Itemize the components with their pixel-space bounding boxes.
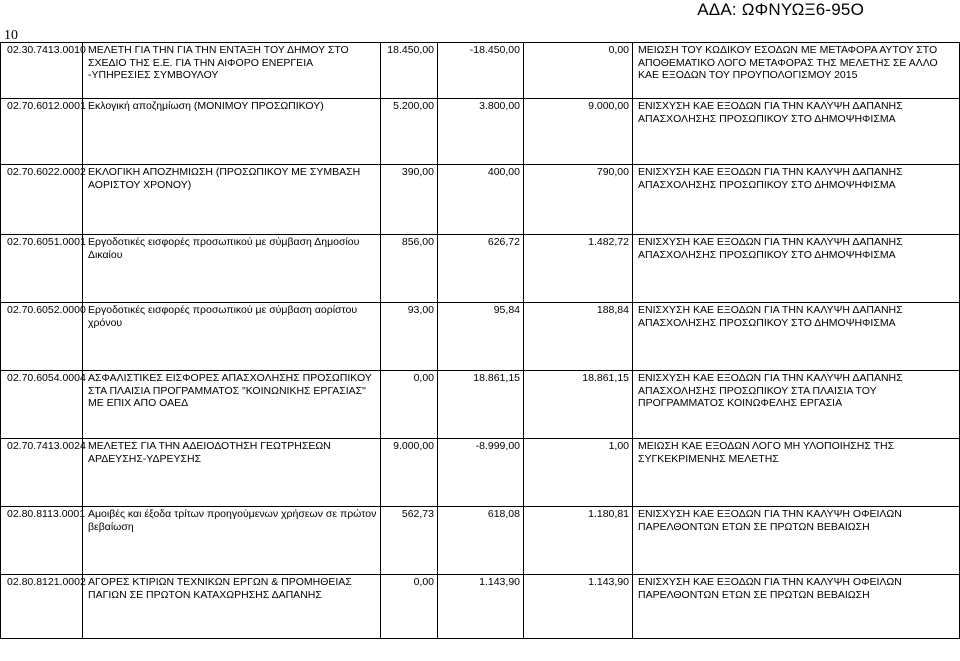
account-description: ΑΓΟΡΕΣ ΚΤΙΡΙΩΝ ΤΕΧΝΙΚΩΝ ΕΡΓΩΝ & ΠΡΟΜΗΘΕΙΑΣ ΠΑΓΙΩΝ ΣΕ ΠΡΩΤΟΝ ΚΑΤΑΧΩΡΗΣΗΣ ΔΑΠΑΝΗΣ (83, 575, 381, 639)
change-amount: 18.861,15 (438, 371, 524, 439)
final-amount: 0,00 (524, 43, 633, 99)
initial-amount: 18.450,00 (381, 43, 438, 99)
table-row (1, 439, 960, 507)
table-row (1, 303, 960, 371)
table-row (1, 165, 960, 235)
final-amount: 1.180,81 (524, 507, 633, 575)
ada-code: ΑΔΑ: ΩΦΝΥΩΞ6-95Ο (697, 0, 864, 19)
justification: ΕΝΙΣΧΥΣΗ ΚΑΕ ΕΞΟΔΩΝ ΓΙΑ ΤΗΝ ΚΑΛΥΨΗ ΔΑΠΑΝΗΣ ΑΠΑΣΧΟΛΗΣΗΣ ΠΡΟΣΩΠΙΚΟΥ ΣΤΟ ΔΗΜΟΨΗΦΙΣΜΑ (633, 235, 960, 303)
account-description: Αμοιβές και έξοδα τρίτων προηγούμενων χρήσεων σε πρώτον βεβαίωση (83, 507, 381, 575)
account-description: ΜΕΛΕΤΕΣ ΓΙΑ ΤΗΝ ΑΔΕΙΟΔΟΤΗΣΗ ΓΕΩΤΡΗΣΕΩΝ ΑΡΔΕΥΣΗΣ-ΥΔΡΕΥΣΗΣ (83, 439, 381, 507)
table-row (1, 43, 960, 99)
initial-amount: 562,73 (381, 507, 438, 575)
justification: ΜΕΙΩΣΗ ΤΟΥ ΚΩΔΙΚΟΥ ΕΣΟΔΩΝ ΜΕ ΜΕΤΑΦΟΡΑ ΑΥΤΟΥ ΣΤΟ ΑΠΟΘΕΜΑΤΙΚΟ ΛΟΓΟ ΜΕΤΑΦΟΡΑΣ ΤΗΣ ΜΕΛΕΤΗΣ ΣΕ ΑΛΛΟ ΚΑΕ ΕΞΟΔΩΝ ΤΟΥ ΠΡΟΥΠΟΛΟΓΙΣΜΟΥ 2015 (633, 43, 960, 99)
change-amount: -8.999,00 (438, 439, 524, 507)
budget-amendment-table (0, 42, 960, 639)
account-code: 02.80.8113.0001 (1, 507, 83, 575)
final-amount: 1.143,90 (524, 575, 633, 639)
justification: ΕΝΙΣΧΥΣΗ ΚΑΕ ΕΞΟΔΩΝ ΓΙΑ ΤΗΝ ΚΑΛΥΨΗ ΔΑΠΑΝΗΣ ΑΠΑΣΧΟΛΗΣΗΣ ΠΡΟΣΩΠΙΚΟΥ ΣΤΟ ΔΗΜΟΨΗΦΙΣΜΑ (633, 165, 960, 235)
change-amount: 3.800,00 (438, 99, 524, 165)
table-row (1, 575, 960, 639)
account-code: 02.30.7413.0010 (1, 43, 83, 99)
account-description: Εργοδοτικές εισφορές προσωπικού με σύμβαση αορίστου χρόνου (83, 303, 381, 371)
justification: ΕΝΙΣΧΥΣΗ ΚΑΕ ΕΞΟΔΩΝ ΓΙΑ ΤΗΝ ΚΑΛΥΨΗ ΔΑΠΑΝΗΣ ΑΠΑΣΧΟΛΗΣΗΣ ΠΡΟΣΩΠΙΚΟΥ ΣΤΟ ΔΗΜΟΨΗΦΙΣΜΑ (633, 99, 960, 165)
justification: ΕΝΙΣΧΥΣΗ ΚΑΕ ΕΞΟΔΩΝ ΓΙΑ ΤΗΝ ΚΑΛΥΨΗ ΟΦΕΙΛΩΝ ΠΑΡΕΛΘΟΝΤΩΝ ΕΤΩΝ ΣΕ ΠΡΩΤΩΝ ΒΕΒΑΙΩΣΗ (633, 575, 960, 639)
change-amount: 95,84 (438, 303, 524, 371)
table-row (1, 99, 960, 165)
table-row (1, 371, 960, 439)
change-amount: 618,08 (438, 507, 524, 575)
table-row (1, 507, 960, 575)
final-amount: 790,00 (524, 165, 633, 235)
account-code: 02.70.6052.0000 (1, 303, 83, 371)
account-description: ΑΣΦΑΛΙΣΤΙΚΕΣ ΕΙΣΦΟΡΕΣ ΑΠΑΣΧΟΛΗΣΗΣ ΠΡΟΣΩΠΙΚΟΥ ΣΤΑ ΠΛΑΙΣΙΑ ΠΡΟΓΡΑΜΜΑΤΟΣ "ΚΟΙΝΩΝΙΚΗΣ ΕΡΓΑΣΙΑΣ" ΜΕ ΕΠΙΧ ΑΠΟ ΟΑΕΔ (83, 371, 381, 439)
initial-amount: 93,00 (381, 303, 438, 371)
initial-amount: 5.200,00 (381, 99, 438, 165)
account-code: 02.80.8121.0002 (1, 575, 83, 639)
final-amount: 1.482,72 (524, 235, 633, 303)
account-description: ΕΚΛΟΓΙΚΗ ΑΠΟΖΗΜΙΩΣΗ (ΠΡΟΣΩΠΙΚΟΥ ΜΕ ΣΥΜΒΑΣΗ ΑΟΡΙΣΤΟΥ ΧΡΟΝΟΥ) (83, 165, 381, 235)
justification: ΕΝΙΣΧΥΣΗ ΚΑΕ ΕΞΟΔΩΝ ΓΙΑ ΤΗΝ ΚΑΛΥΨΗ ΔΑΠΑΝΗΣ ΑΠΑΣΧΟΛΗΣΗΣ ΠΡΟΣΩΠΙΚΟΥ ΣΤΟ ΔΗΜΟΨΗΦΙΣΜΑ (633, 303, 960, 371)
page-number: 10 (4, 28, 18, 43)
account-code: 02.70.6022.0002 (1, 165, 83, 235)
account-description: Εκλογική αποζημίωση (ΜΟΝΙΜΟΥ ΠΡΟΣΩΠΙΚΟΥ) (83, 99, 381, 165)
final-amount: 18.861,15 (524, 371, 633, 439)
initial-amount: 856,00 (381, 235, 438, 303)
final-amount: 188,84 (524, 303, 633, 371)
change-amount: 1.143,90 (438, 575, 524, 639)
account-description: Εργοδοτικές εισφορές προσωπικού με σύμβαση Δημοσίου Δικαίου (83, 235, 381, 303)
account-code: 02.70.6012.0001 (1, 99, 83, 165)
initial-amount: 390,00 (381, 165, 438, 235)
change-amount: -18.450,00 (438, 43, 524, 99)
account-description: ΜΕΛΕΤΗ ΓΙΑ ΤΗΝ ΓΙΑ ΤΗΝ ΕΝΤΑΞΗ ΤΟΥ ΔΗΜΟΥ ΣΤΟ ΣΧΕΔΙΟ ΤΗΣ Ε.Ε. ΓΙΑ ΤΗΝ ΑΙΦΟΡΟ ΕΝΕΡΓΕΙΑ -ΥΠΗΡΕΣΙΕΣ ΣΥΜΒΟΥΛΟΥ (83, 43, 381, 99)
final-amount: 9.000,00 (524, 99, 633, 165)
change-amount: 400,00 (438, 165, 524, 235)
justification: ΕΝΙΣΧΥΣΗ ΚΑΕ ΕΞΟΔΩΝ ΓΙΑ ΤΗΝ ΚΑΛΥΨΗ ΔΑΠΑΝΗΣ ΑΠΑΣΧΟΛΗΣΗΣ ΠΡΟΣΩΠΙΚΟΥ ΣΤΑ ΠΛΑΙΣΙΑ ΤΟΥ ΠΡΟΓΡΑΜΜΑΤΟΣ ΚΟΙΝΩΦΕΛΗΣ ΕΡΓΑΣΙΑ (633, 371, 960, 439)
account-code: 02.70.7413.0024 (1, 439, 83, 507)
initial-amount: 9.000,00 (381, 439, 438, 507)
justification: ΜΕΙΩΣΗ ΚΑΕ ΕΞΟΔΩΝ ΛΟΓΟ ΜΗ ΥΛΟΠΟΙΗΣΗΣ ΤΗΣ ΣΥΓΚΕΚΡΙΜΕΝΗΣ ΜΕΛΕΤΗΣ (633, 439, 960, 507)
initial-amount: 0,00 (381, 371, 438, 439)
final-amount: 1,00 (524, 439, 633, 507)
change-amount: 626,72 (438, 235, 524, 303)
account-code: 02.70.6054.0004 (1, 371, 83, 439)
table-row (1, 235, 960, 303)
initial-amount: 0,00 (381, 575, 438, 639)
justification: ΕΝΙΣΧΥΣΗ ΚΑΕ ΕΞΟΔΩΝ ΓΙΑ ΤΗΝ ΚΑΛΥΨΗ ΟΦΕΙΛΩΝ ΠΑΡΕΛΘΟΝΤΩΝ ΕΤΩΝ ΣΕ ΠΡΩΤΩΝ ΒΕΒΑΙΩΣΗ (633, 507, 960, 575)
account-code: 02.70.6051.0001 (1, 235, 83, 303)
